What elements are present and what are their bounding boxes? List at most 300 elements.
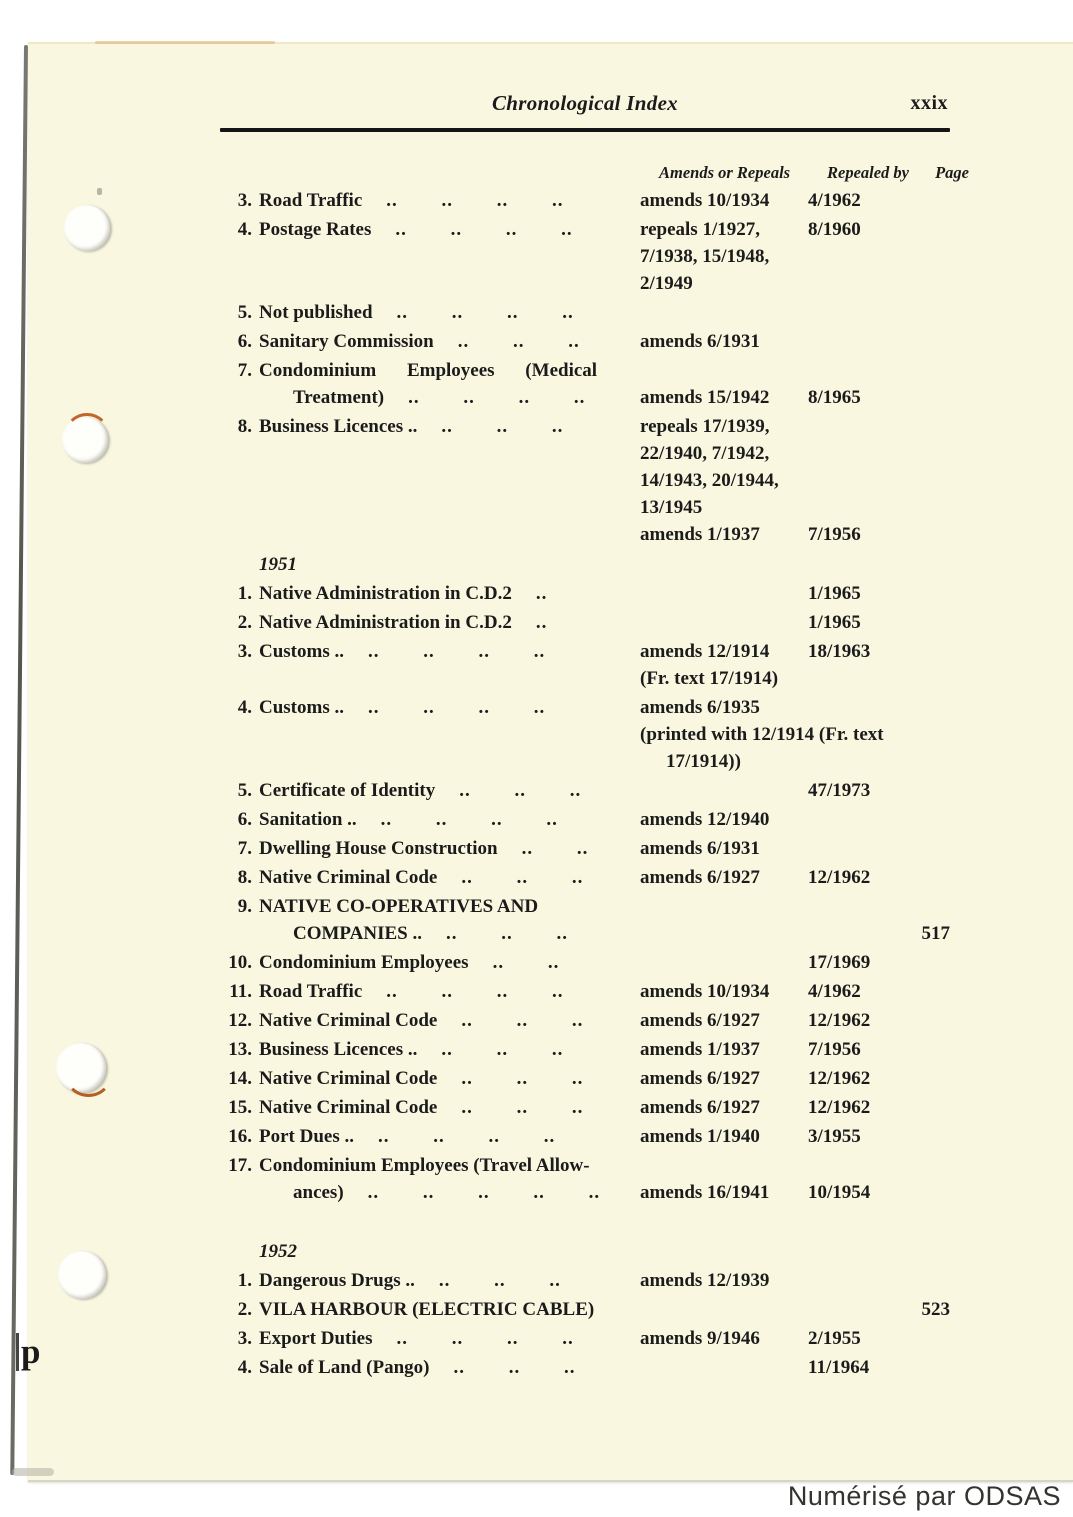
dot-leaders: .. .. ..: [438, 1270, 561, 1291]
amends-or-repeals-value: repeals 1/1927,: [640, 219, 760, 240]
amends-or-repeals-value: 13/1945: [640, 497, 703, 518]
entry-line: [220, 806, 950, 833]
entry-title-text: Certificate of Identity: [259, 780, 436, 801]
amends-or-repeals-value: amends 6/1927: [640, 1068, 760, 1089]
index-entry: [220, 835, 950, 862]
index-entry: [220, 1036, 950, 1063]
entry-number: [220, 521, 252, 548]
dot-leaders: .. .. .. ..: [377, 1126, 556, 1147]
repealed-by-value: 11/1964: [808, 1357, 870, 1378]
repealed-by-value: 47/1973: [808, 780, 871, 801]
repealed-by-value: [808, 467, 912, 494]
entry-line: [220, 949, 950, 976]
repealed-by-value: 18/1963: [808, 641, 871, 662]
entry-title-text: Native Criminal Code: [259, 1010, 438, 1031]
entry-number: 16.: [228, 1126, 252, 1147]
index-entry: [220, 777, 950, 804]
index-entry: [220, 216, 950, 297]
entry-title-text: Native Administration in C.D.2: [259, 612, 512, 633]
amends-or-repeals-value: amends 6/1927: [640, 1010, 760, 1031]
repealed-by-value: [808, 299, 912, 326]
entry-title: [259, 1036, 640, 1063]
page-ref-value: [912, 580, 950, 607]
page-ref-value: [912, 357, 950, 384]
page-ref-value: [912, 467, 950, 494]
page-ref-value: [912, 609, 950, 636]
entry-title: [259, 893, 640, 920]
dot-leaders: .. .. ..: [457, 331, 580, 352]
margin-mark: p: [16, 1333, 40, 1371]
repealed-by-value: 2/1955: [808, 1328, 861, 1349]
index-entry: [220, 1325, 950, 1352]
entry-line: [220, 1065, 950, 1092]
entry-line: [220, 694, 950, 721]
entry-line: [220, 1152, 950, 1179]
repealed-by-value: [808, 270, 912, 297]
repealed-by-value: [808, 920, 912, 947]
entry-line: [220, 1354, 950, 1381]
entry-title-text: Native Criminal Code: [259, 867, 438, 888]
entry-title-text: Condominium Employees (Medical: [259, 360, 598, 381]
repealed-by-value: [808, 494, 912, 521]
amends-or-repeals-value: [640, 609, 808, 636]
entry-line: [220, 665, 950, 692]
page-ref-value: 523: [921, 1299, 950, 1320]
entry-number: 6.: [237, 809, 252, 830]
page-ref-value: [912, 949, 950, 976]
index-entry: [220, 299, 950, 326]
dot-leaders: .. .. ..: [441, 416, 564, 437]
entry-number: 1.: [237, 583, 252, 604]
entry-title-text: Customs ..: [259, 697, 344, 718]
entry-title-text: COMPANIES ..: [293, 923, 422, 944]
entry-title-text: Business Licences ..: [259, 1039, 418, 1060]
page-ref-value: [912, 243, 950, 270]
entry-line: [220, 494, 950, 521]
dot-leaders: .. .. ..: [461, 1068, 584, 1089]
entry-title: [259, 665, 640, 692]
entry-number: 1.: [237, 1270, 252, 1291]
dot-leaders: .. .. .. ..: [367, 641, 546, 662]
entry-number: 9.: [237, 896, 252, 917]
repealed-by-value: [808, 328, 912, 355]
scan-smudge-top: [95, 41, 275, 44]
entry-number: 7.: [237, 360, 252, 381]
entry-title-text: Sanitary Commission: [259, 331, 434, 352]
page-ref-value: [912, 721, 950, 748]
entry-number: 6.: [237, 331, 252, 352]
dot-leaders: .. ..: [492, 952, 560, 973]
amends-or-repeals-value: amends 9/1946: [640, 1328, 760, 1349]
entry-number: 11.: [229, 981, 252, 1002]
page-ref-value: [912, 521, 950, 548]
amends-or-repeals-value: 22/1940, 7/1942,: [640, 443, 770, 464]
repealed-by-value: [808, 893, 912, 920]
amends-or-repeals-value: (Fr. text 17/1914): [640, 668, 779, 689]
entry-line: [220, 721, 950, 748]
amends-or-repeals-value: 17/1914)): [666, 751, 741, 772]
dot-leaders: .. .. ..: [461, 1010, 584, 1031]
amends-or-repeals-value: (printed with 12/1914 (Fr. text: [640, 724, 884, 745]
entry-number: 4.: [237, 697, 252, 718]
entry-title: [259, 609, 640, 636]
amends-or-repeals-value: amends 12/1939: [640, 1270, 770, 1291]
dot-leaders: .. .. .. ..: [386, 190, 564, 211]
entry-title: [259, 1325, 640, 1352]
entry-line: [220, 777, 950, 804]
entry-number: 3.: [237, 641, 252, 662]
entry-line: [220, 1007, 950, 1034]
amends-or-repeals-value: [640, 1354, 808, 1381]
index-entry: [220, 1123, 950, 1150]
entry-title: [259, 1094, 640, 1121]
repealed-by-value: 12/1962: [808, 867, 871, 888]
entry-line: [220, 440, 950, 467]
repealed-by-value: [808, 440, 912, 467]
amends-or-repeals-value: amends 10/1934: [640, 981, 770, 1002]
page-ref-value: [912, 806, 950, 833]
dot-leaders: .. .. ..: [461, 1097, 584, 1118]
entry-number: 5.: [237, 302, 252, 323]
amends-or-repeals-value: amends 1/1937: [640, 1039, 760, 1060]
entry-title: [259, 413, 640, 440]
page-edge-line: [10, 45, 28, 1475]
page-ref-value: [912, 494, 950, 521]
entry-title: [259, 864, 640, 891]
entry-number: 12.: [228, 1010, 252, 1031]
index-entry: [220, 1094, 950, 1121]
entry-line: [220, 357, 950, 384]
entry-number: 10.: [228, 952, 252, 973]
entry-title: [259, 494, 640, 521]
page-ref-value: [912, 1354, 950, 1381]
entry-number: 15.: [228, 1097, 252, 1118]
entry-title-text: Native Criminal Code: [259, 1068, 438, 1089]
dot-leaders: .. .. .. ..: [380, 809, 558, 830]
entry-number: [220, 920, 252, 947]
entry-line: [220, 521, 950, 548]
dot-leaders: ..: [535, 583, 548, 604]
repealed-by-value: [808, 413, 912, 440]
repealed-by-value: [808, 357, 912, 384]
hole-punch-1: [64, 205, 110, 251]
col-header-amends: Amends or Repeals: [659, 163, 791, 182]
page-ref-value: [912, 665, 950, 692]
page-ref-value: [912, 1094, 950, 1121]
entry-title-text: Dwelling House Construction: [259, 838, 498, 859]
entry-title: [259, 949, 640, 976]
page-title: Chronological Index: [492, 91, 678, 115]
section-year-heading: 1951: [259, 554, 297, 575]
entry-line: [220, 216, 950, 243]
entry-title-text: VILA HARBOUR (ELECTRIC CABLE): [259, 1299, 595, 1320]
entry-title: [259, 694, 640, 721]
entry-title: [259, 1152, 640, 1179]
entry-title-text: Native Administration in C.D.2: [259, 583, 512, 604]
amends-or-repeals-value: amends 12/1914: [640, 641, 770, 662]
dot-leaders: .. .. .. .. ..: [367, 1182, 601, 1203]
dot-leaders: .. ..: [521, 838, 589, 859]
index-entry: [220, 187, 950, 214]
page-ref-value: [912, 1065, 950, 1092]
entry-title-text: Port Dues ..: [259, 1126, 354, 1147]
entry-title: [259, 638, 640, 665]
amends-or-repeals-value: amends 6/1931: [640, 331, 760, 352]
index-entry: [220, 609, 950, 636]
index-entry: [220, 1267, 950, 1294]
amends-or-repeals-value: 14/1943, 20/1944,: [640, 470, 779, 491]
dot-leaders: .. .. ..: [459, 780, 582, 801]
entry-number: 3.: [237, 1328, 252, 1349]
entry-number: 17.: [228, 1155, 252, 1176]
entry-title-text: Export Duties: [259, 1328, 373, 1349]
repealed-by-value: 7/1956: [808, 524, 861, 545]
entry-line: [220, 1296, 950, 1323]
running-head: [220, 91, 950, 118]
entry-title: [259, 1267, 640, 1294]
repealed-by-value: 8/1960: [808, 219, 861, 240]
entry-line: [220, 270, 950, 297]
page-ref-value: [912, 384, 950, 411]
page-ref-value: [912, 1007, 950, 1034]
repealed-by-value: [808, 694, 912, 721]
repealed-by-value: 7/1956: [808, 1039, 861, 1060]
entry-title-text: Road Traffic: [259, 190, 363, 211]
entry-number: 5.: [237, 780, 252, 801]
col-header-repealed: Repealed by: [827, 163, 910, 182]
amends-or-repeals-value: [640, 777, 808, 804]
amends-or-repeals-value: amends 1/1937: [640, 524, 760, 545]
hole-punch-2: [62, 417, 108, 463]
entry-number: 8.: [237, 867, 252, 888]
repealed-by-value: 4/1962: [808, 981, 861, 1002]
repealed-by-value: [808, 1296, 912, 1323]
column-headers: [659, 162, 969, 184]
repealed-by-value: [808, 835, 912, 862]
repealed-by-value: 3/1955: [808, 1126, 861, 1147]
entry-line: [220, 384, 950, 411]
entry-number: [220, 494, 252, 521]
entry-title-text: Dangerous Drugs ..: [259, 1270, 415, 1291]
amends-or-repeals-value: amends 10/1934: [640, 190, 770, 211]
index-entry: [220, 413, 950, 548]
rust-mark: [64, 413, 110, 459]
index-entry: [220, 638, 950, 692]
amends-or-repeals-value: amends 6/1927: [640, 1097, 760, 1118]
entry-title-text: Native Criminal Code: [259, 1097, 438, 1118]
index-entry: [220, 580, 950, 607]
amends-or-repeals-value: [640, 920, 808, 947]
dot-leaders: .. .. .. ..: [395, 219, 573, 240]
page-ref-value: [912, 893, 950, 920]
entry-line: [220, 1123, 950, 1150]
page-ref-value: [912, 187, 950, 214]
entry-title-text: Not published: [259, 302, 373, 323]
col-header-page: Page: [935, 163, 969, 182]
entry-line: [220, 864, 950, 891]
page-ref-value: [912, 216, 950, 243]
entry-number: [220, 440, 252, 467]
rust-mark: [64, 1048, 113, 1097]
amends-or-repeals-value: [640, 893, 808, 920]
entry-title: [259, 270, 640, 297]
repealed-by-value: 12/1962: [808, 1010, 871, 1031]
entry-title: [259, 299, 640, 326]
header-rule: [220, 128, 950, 132]
amends-or-repeals-value: 7/1938, 15/1948,: [640, 246, 770, 267]
entry-title-text: Treatment): [293, 387, 385, 408]
index-sections: [220, 187, 950, 1381]
year-section: [220, 551, 950, 1206]
year-section: [220, 1238, 950, 1381]
amends-or-repeals-value: repeals 17/1939,: [640, 416, 770, 437]
amends-or-repeals-value: amends 6/1931: [640, 838, 760, 859]
repealed-by-value: 10/1954: [808, 1182, 871, 1203]
dot-leaders: .. .. .. ..: [408, 387, 586, 408]
amends-or-repeals-value: [640, 949, 808, 976]
entry-line: [220, 638, 950, 665]
entry-line: [220, 467, 950, 494]
index-entry: [220, 806, 950, 833]
entry-title: [259, 1065, 640, 1092]
repealed-by-value: [808, 721, 912, 748]
entry-title: [259, 328, 640, 355]
entry-number: 3.: [237, 190, 252, 211]
entry-number: [220, 1179, 252, 1206]
entry-title-text: Customs ..: [259, 641, 344, 662]
entry-number: 14.: [228, 1068, 252, 1089]
entry-title: [259, 978, 640, 1005]
entry-number: 8.: [237, 416, 252, 437]
repealed-by-value: 17/1969: [808, 952, 871, 973]
page-ref-value: [912, 440, 950, 467]
entry-line: [220, 1267, 950, 1294]
entry-title-text: Business Licences ..: [259, 416, 418, 437]
repealed-by-value: [808, 806, 912, 833]
entry-title: [259, 580, 640, 607]
entry-title: [259, 748, 640, 775]
entry-line: [220, 835, 950, 862]
entry-number: [220, 270, 252, 297]
entry-line: [220, 1179, 950, 1206]
entry-line: [220, 1036, 950, 1063]
entry-title: [259, 1123, 640, 1150]
page-ref-value: [912, 270, 950, 297]
repealed-by-value: 8/1965: [808, 387, 861, 408]
amends-or-repeals-value: [640, 580, 808, 607]
entry-line: [220, 978, 950, 1005]
entry-line: [220, 748, 950, 775]
repealed-by-value: [808, 748, 912, 775]
page-ref-value: [912, 978, 950, 1005]
entry-title: [259, 1354, 640, 1381]
entry-title: [259, 920, 640, 947]
entry-line: [220, 920, 950, 947]
index-entry: [220, 978, 950, 1005]
index-entry: [220, 357, 950, 411]
entry-line: [220, 243, 950, 270]
index-entry: [220, 893, 950, 947]
repealed-by-value: [808, 243, 912, 270]
repealed-by-value: 12/1962: [808, 1068, 871, 1089]
page-ref-value: [912, 413, 950, 440]
repealed-by-value: [808, 1152, 912, 1179]
entry-title: [259, 721, 640, 748]
dot-leaders: .. .. ..: [461, 867, 584, 888]
amends-or-repeals-value: amends 12/1940: [640, 809, 770, 830]
repealed-by-value: [808, 665, 912, 692]
entry-title-text: NATIVE CO-OPERATIVES AND: [259, 896, 539, 917]
entry-number: 4.: [237, 219, 252, 240]
amends-or-repeals-value: amends 15/1942: [640, 387, 770, 408]
page-ref-value: [912, 1152, 950, 1179]
entry-title-text: Condominium Employees (Travel Allow-: [259, 1155, 590, 1176]
entry-title-text: Condominium Employees: [259, 952, 469, 973]
entry-line: [220, 893, 950, 920]
index-content: [220, 91, 969, 1381]
repealed-by-value: [808, 1267, 912, 1294]
entry-title: [259, 440, 640, 467]
dot-leaders: .. .. .. ..: [396, 1328, 574, 1349]
dot-leaders: .. .. ..: [453, 1357, 576, 1378]
entry-title: [259, 521, 640, 548]
hole-punch-3: [56, 1043, 106, 1093]
entry-number: 13.: [228, 1039, 252, 1060]
page-ref-value: [912, 694, 950, 721]
hole-punch-4: [58, 1251, 106, 1299]
index-entry: [220, 949, 950, 976]
entry-title: [259, 243, 640, 270]
amends-or-repeals-value: amends 6/1927: [640, 867, 760, 888]
entry-number: [220, 748, 252, 775]
entry-line: [220, 1094, 950, 1121]
entry-line: [220, 187, 950, 214]
dot-leaders: .. .. ..: [445, 923, 568, 944]
entry-title: [259, 1179, 640, 1206]
entry-title: [259, 357, 640, 384]
page-ref-value: [912, 748, 950, 775]
entry-title-text: Postage Rates: [259, 219, 372, 240]
index-entry: [220, 1065, 950, 1092]
scan-smudge: [12, 1468, 54, 1476]
page-ref-value: [912, 777, 950, 804]
scan-speck: [97, 188, 102, 195]
entry-line: [220, 328, 950, 355]
entry-number: 2.: [237, 612, 252, 633]
amends-or-repeals-value: amends 16/1941: [640, 1182, 770, 1203]
page-ref-value: [912, 1325, 950, 1352]
amends-or-repeals-value: amends 1/1940: [640, 1126, 760, 1147]
entry-number: 2.: [237, 1299, 252, 1320]
index-entry: [220, 1354, 950, 1381]
entry-title: [259, 835, 640, 862]
page-ref-value: [912, 1179, 950, 1206]
amends-or-repeals-value: 2/1949: [640, 273, 693, 294]
page-ref-value: [912, 864, 950, 891]
index-entry: [220, 1152, 950, 1206]
page-ref-value: [912, 299, 950, 326]
entry-title: [259, 806, 640, 833]
index-entry: [220, 1296, 950, 1323]
entry-title-text: ances): [293, 1182, 344, 1203]
page-ref-value: 517: [921, 923, 950, 944]
page-ref-value: [912, 1123, 950, 1150]
amends-or-repeals-value: [640, 1152, 808, 1179]
entry-number: [220, 243, 252, 270]
repealed-by-value: 12/1962: [808, 1097, 871, 1118]
entry-number: 7.: [237, 838, 252, 859]
entry-line: [220, 609, 950, 636]
